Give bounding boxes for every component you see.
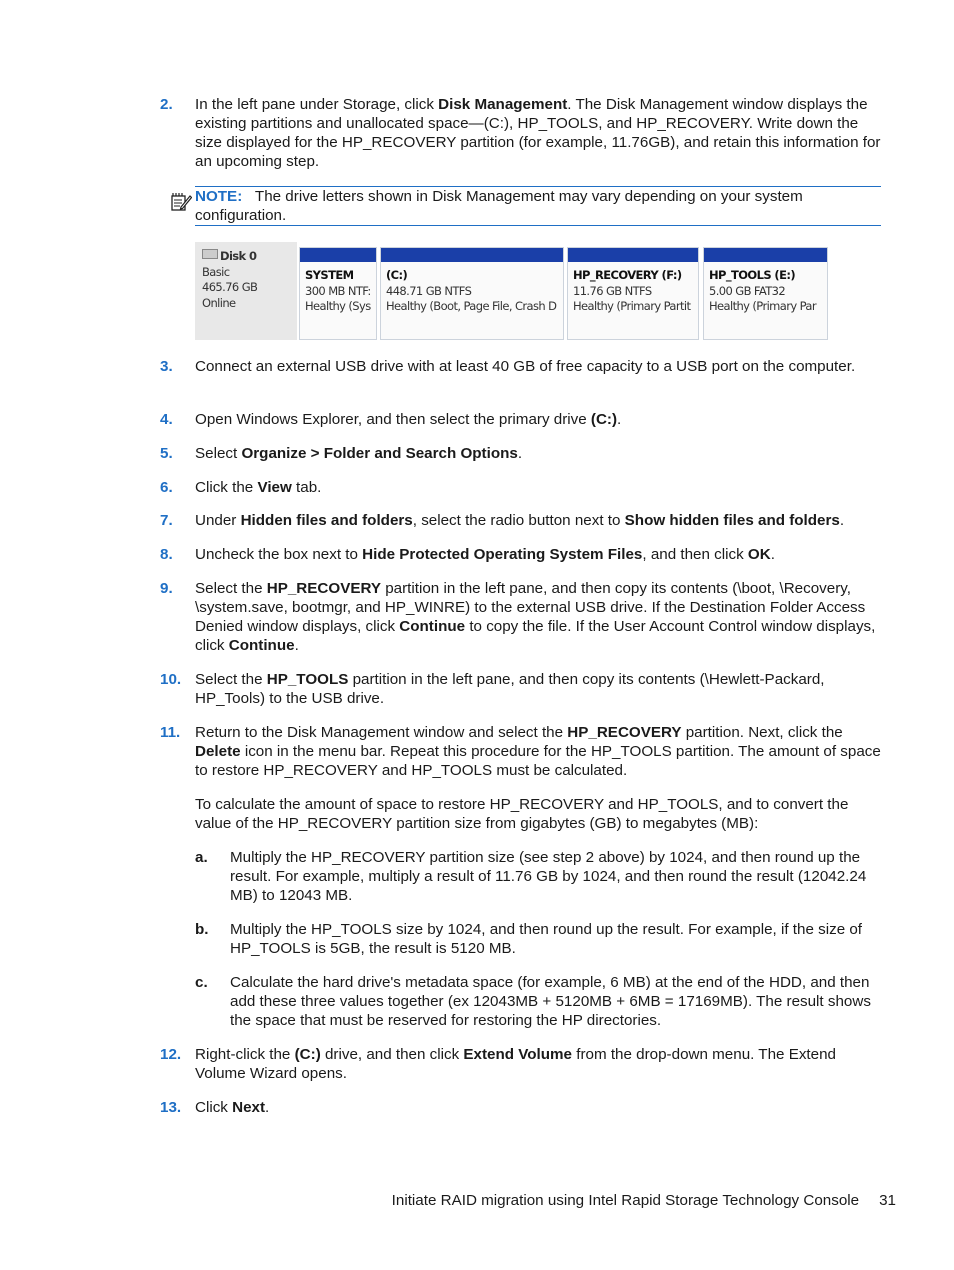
substep-letter: a. (195, 849, 208, 866)
step-text: Uncheck the box next to Hide Protected Operating System Files, and then click OK. (195, 546, 775, 563)
step-text: Right-click the (C:) drive, and then click Extend Volume from the drop-down menu. The Extend Volume Wizard opens. (195, 1046, 836, 1082)
substep-text: Multiply the HP_RECOVERY partition size (see step 2 above) by 1024, and then round up the result. For example, multiply a result of 11.76 GB by 1024, and then round the result (12042.24 MB) to 12043 MB. (230, 849, 867, 904)
step-text: In the left pane under Storage, click Disk Management. The Disk Management window displays the existing partitions and unallocated space—(C:), HP_TOOLS, and HP_RECOVERY. Write down the size displayed for the HP_RECOVERY partition (for example, 11.76GB), and retain this information for an upcoming step. (195, 96, 881, 170)
step-text: Click Next. (195, 1099, 270, 1116)
note-box (170, 185, 881, 227)
step-number: 12. (160, 1046, 182, 1063)
disk-title: Disk 0 (220, 249, 257, 263)
step-text: Connect an external USB drive with at least 40 GB of free capacity to a USB port on the computer. (195, 358, 856, 375)
substep-letter: b. (195, 921, 209, 938)
partition-hp-tools[interactable]: HP_TOOLS (E:) 5.00 GB FAT32 Healthy (Primary Par (703, 247, 828, 340)
step-number: 9. (160, 580, 173, 597)
partition-hp-recovery[interactable]: HP_RECOVERY (F:) 11.76 GB NTFS Healthy (Primary Partit (567, 247, 699, 340)
step-text: Select the HP_TOOLS partition in the left pane, and then copy its contents (\Hewlett-Packard, HP_Tools) to the USB drive. (195, 671, 825, 707)
step-number: 13. (160, 1099, 182, 1116)
disk-management-screenshot (195, 242, 829, 340)
step-number: 7. (160, 512, 173, 529)
step-text: Open Windows Explorer, and then select the primary drive (C:). (195, 411, 622, 428)
page-footer (392, 1191, 896, 1210)
substep-letter: c. (195, 974, 208, 991)
step-number: 2. (160, 96, 173, 113)
step-text: Under Hidden files and folders, select the radio button next to Show hidden files and folders. (195, 512, 845, 529)
step-text: Click the View tab. (195, 479, 322, 496)
step-text: Select the HP_RECOVERY partition in the left pane, and then copy its contents (\boot, \Recovery, \system.save, bootmgr, and HP_WINRE) to the external USB drive. If the Destination Folder Access Denied window displays, click Continue to copy the file. If the User Account Control window displays, click Continue. (195, 580, 876, 654)
step-number: 10. (160, 671, 182, 688)
note-label: NOTE: (195, 188, 243, 205)
disk-info-panel: Disk 0 Basic 465.76 GB Online (195, 242, 297, 340)
note-pencil-icon (170, 191, 192, 213)
footer-title: Initiate RAID migration using Intel Rapid Storage Technology Console (391, 1192, 860, 1209)
step-number: 3. (160, 358, 173, 375)
step-text: Select Organize > Folder and Search Options. (195, 445, 523, 462)
step-number: 11. (160, 724, 181, 741)
disk-icon (202, 249, 218, 259)
page-number: 31 (879, 1192, 896, 1209)
substep-text: Multiply the HP_TOOLS size by 1024, and then round up the result. For example, if the size of HP_TOOLS is 5GB, the result is 5120 MB. (230, 921, 863, 957)
step-number: 8. (160, 546, 173, 563)
partition-c[interactable]: (C:) 448.71 GB NTFS Healthy (Boot, Page File, Crash D (380, 247, 564, 340)
step-number: 4. (160, 411, 173, 428)
step-text: Return to the Disk Management window and select the HP_RECOVERY partition. Next, click the Delete icon in the menu bar. Repeat this procedure for the HP_TOOLS partition. The amount of space to restore HP_RECOVERY and HP_TOOLS must be calculated. (195, 724, 881, 779)
step-number: 5. (160, 445, 173, 462)
note-divider (195, 225, 881, 226)
calc-intro-paragraph: To calculate the amount of space to restore HP_RECOVERY and HP_TOOLS, and to convert the value of the HP_RECOVERY partition size from gigabytes (GB) to megabytes (MB): (195, 796, 849, 832)
substep-text: Calculate the hard drive's metadata space (for example, 6 MB) at the end of the HDD, and then add these three values together (ex 12043MB + 5120MB + 6MB = 17169MB). The result shows the space that must be reserved for restoring the HP directories. (230, 974, 871, 1029)
partition-system[interactable]: SYSTEM 300 MB NTF: Healthy (Sys (299, 247, 377, 340)
note-text: NOTE: The drive letters shown in Disk Management may vary depending on your system configuration. (195, 188, 803, 224)
step-number: 6. (160, 479, 173, 496)
